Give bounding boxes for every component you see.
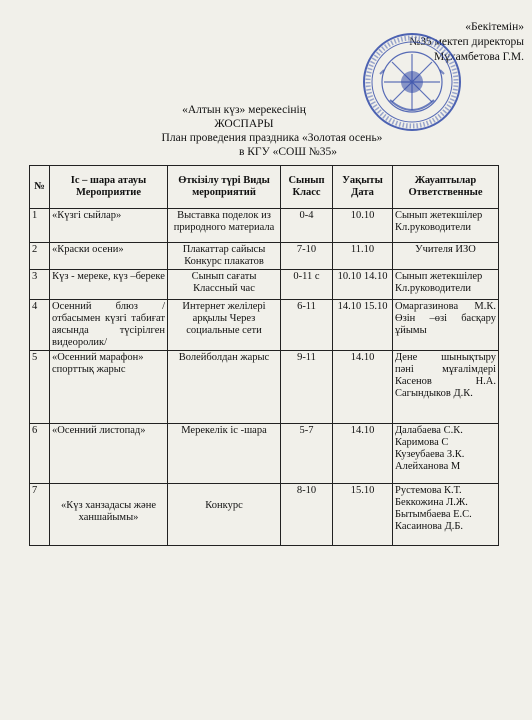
cell-number: 6	[30, 424, 50, 484]
cell-number: 2	[30, 243, 50, 270]
cell-type: Сынып сағаты Классный час	[168, 270, 281, 300]
cell-event: «Осенний марафон» спорттық жарыс	[50, 351, 168, 424]
cell-grade: 6-11	[281, 300, 333, 351]
document-titles	[0, 103, 532, 159]
title-plan-kz: ЖОСПАРЫ	[214, 118, 274, 130]
approval-position: №35 мектеп директоры	[409, 36, 524, 48]
table-row	[30, 209, 499, 243]
cell-type: Плакаттар сайысы Конкурс плакатов	[168, 243, 281, 270]
cell-responsible: Дене шынықтыру пәні мұғалімдері Касенов Н.А. Сагындыков Д.К.	[393, 351, 499, 424]
cell-grade: 7-10	[281, 243, 333, 270]
cell-event: «Күз ханзадасы және ханшайымы»	[50, 484, 168, 546]
cell-date: 11.10	[333, 243, 393, 270]
cell-number: 1	[30, 209, 50, 243]
cell-date: 14.10 15.10	[333, 300, 393, 351]
cell-date: 10.10 14.10	[333, 270, 393, 300]
cell-date: 14.10	[333, 424, 393, 484]
header-number: №	[30, 166, 50, 209]
cell-responsible: Далабаева С.К. Каримова С Кузеубаева З.К. Алейханова М	[393, 424, 499, 484]
table-row	[30, 484, 499, 546]
cell-responsible: Учителя ИЗО	[393, 243, 499, 270]
cell-responsible: Сынып жетекшілер Кл.руководители	[393, 209, 499, 243]
title-school: в КГУ «СОШ №35»	[238, 146, 338, 158]
cell-date: 15.10	[333, 484, 393, 546]
cell-grade: 0-4	[281, 209, 333, 243]
cell-event: «Осенний листопад»	[50, 424, 168, 484]
cell-responsible: Сынып жетекшілер Кл.руководители	[393, 270, 499, 300]
approval-signatory: Мұхамбетова Г.М.	[434, 51, 524, 63]
header-date: Уақыты Дата	[333, 166, 393, 209]
cell-date: 10.10	[333, 209, 393, 243]
cell-number: 3	[30, 270, 50, 300]
header-responsible: Жауаптылар Ответственные	[393, 166, 499, 209]
approval-title: «Бекітемін»	[465, 21, 524, 33]
cell-type: Волейболдан жарыс	[168, 351, 281, 424]
cell-grade: 0-11 с	[281, 270, 333, 300]
cell-type: Конкурс	[168, 484, 281, 546]
header-grade: Сынып Класс	[281, 166, 333, 209]
cell-event: Осенний блюз /отбасымен күзгі табиғат аясында түсірілген видеоролик/	[50, 300, 168, 351]
cell-number: 7	[30, 484, 50, 546]
cell-type: Выставка поделок из природного материала	[168, 209, 281, 243]
cell-responsible: Рустемова К.Т. Беккожина Л.Ж. Бытымбаева Е.С. Касаинова Д.Б.	[393, 484, 499, 546]
table-row	[30, 243, 499, 270]
table-row	[30, 351, 499, 424]
table-row	[30, 270, 499, 300]
header-event: Іс – шара атауы Мероприятие	[50, 166, 168, 209]
cell-event: «Күзгі сыйлар»	[50, 209, 168, 243]
table-header-row	[30, 166, 499, 209]
cell-type: Интернет желілері арқылы Через социальные сети	[168, 300, 281, 351]
cell-grade: 5-7	[281, 424, 333, 484]
cell-date: 14.10	[333, 351, 393, 424]
header-type: Өткізілу түрі Виды мероприятий	[168, 166, 281, 209]
cell-event: «Краски осени»	[50, 243, 168, 270]
cell-type: Мерекелік іс -шара	[168, 424, 281, 484]
title-kazakh: «Алтын күз» мерекесінің	[182, 104, 306, 116]
cell-grade: 8-10	[281, 484, 333, 546]
cell-grade: 9-11	[281, 351, 333, 424]
title-plan-ru: План проведения праздника «Золотая осень»	[161, 132, 383, 144]
cell-event: Күз - мереке, күз –береке	[50, 270, 168, 300]
table-row	[30, 300, 499, 351]
events-plan-table	[29, 165, 499, 546]
cell-number: 5	[30, 351, 50, 424]
cell-responsible: Омаргазинова М.К. Өзін –өзі басқару ұйымы	[393, 300, 499, 351]
cell-number: 4	[30, 300, 50, 351]
table-row	[30, 424, 499, 484]
